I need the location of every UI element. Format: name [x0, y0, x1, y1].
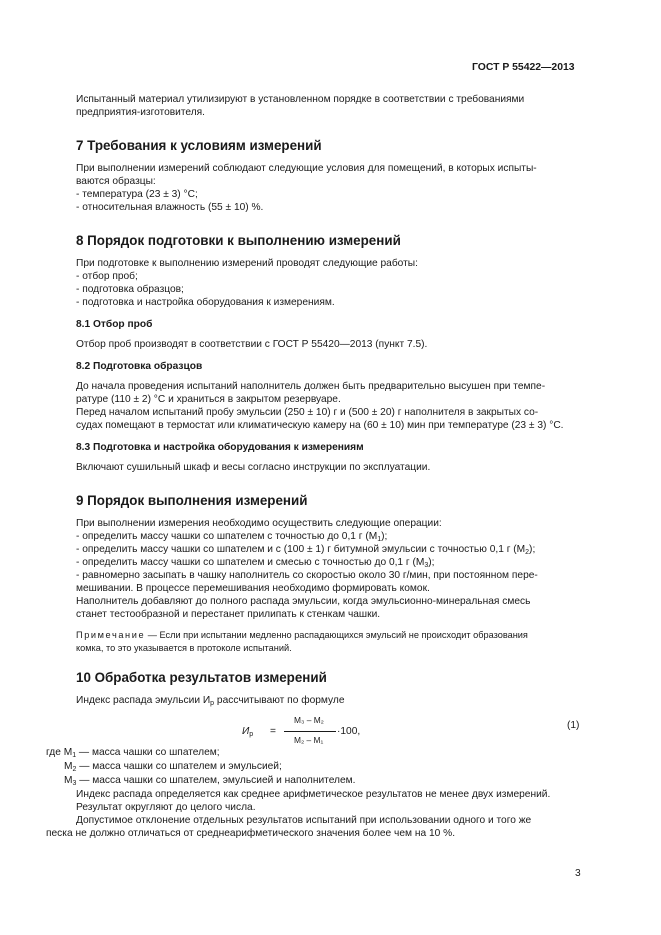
- s8-list-item-3: - подготовка и настройка оборудования к измерениям.: [76, 297, 335, 308]
- subsection-8-2-title: 8.2 Подготовка образцов: [76, 361, 203, 372]
- subsection-8-1-title: 8.1 Отбор проб: [76, 319, 153, 330]
- s8-para: При подготовке к выполнению измерений проводят следующие работы:: [76, 258, 418, 269]
- formula-lhs: $И_р$: [242, 726, 254, 738]
- s10-para-4-line-1: Допустимое отклонение отдельных результатов испытаний при использовании одного и того же: [76, 815, 532, 826]
- s8-2-para-1-line-1: До начала проведения испытаний наполнитель должен быть предварительно высушен при темпе-: [76, 381, 546, 392]
- s8-2-para-2-line-2: судах помещают в термостат или климатическую камеру на (60 ± 10) мин при температуре (23 ± 3) °С.: [76, 420, 564, 431]
- formula-factor: ·100,: [337, 726, 361, 737]
- s8-list-item-2: - подготовка образцов;: [76, 284, 184, 295]
- formula-fraction-bar: [284, 731, 336, 732]
- page-number: 3: [575, 868, 581, 879]
- subsection-8-3-title: 8.3 Подготовка и настройка оборудования к измерениям: [76, 442, 364, 453]
- section-10-title: 10 Обработка результатов измерений: [76, 670, 327, 685]
- section-7-title: 7 Требования к условиям измерений: [76, 138, 322, 153]
- formula-equals: =: [270, 726, 276, 737]
- section-9-title: 9 Порядок выполнения измерений: [76, 493, 308, 508]
- s7-list-item-1: - температура (23 ± 3) °С;: [76, 189, 198, 200]
- s8-3-text: Включают сушильный шкаф и весы согласно инструкции по эксплуатации.: [76, 462, 431, 473]
- s9-operation-2: - определить массу чашки со шпателем и с (100 ± 1) г битумной эмульсии с точностью 0,1 г $(М_2)$;: [76, 544, 536, 556]
- s10-para-3: Результат округляют до целого числа.: [76, 802, 256, 813]
- s7-para-line-1: При выполнении измерений соблюдают следующие условия для помещений, в которых испыты-: [76, 163, 537, 174]
- s8-2-para-2-line-1: Перед началом испытаний пробу эмульсии (250 ± 10) г и (500 ± 20) г наполнителя в закрытых со-: [76, 407, 539, 418]
- s9-para: При выполнении измерения необходимо осуществить следующие операции:: [76, 518, 442, 529]
- s10-para-2: Индекс распада определяется как среднее арифметическое результатов не менее двух измерений.: [76, 789, 551, 800]
- note-label: Примечание: [76, 630, 146, 640]
- s8-list-item-1: - отбор проб;: [76, 271, 138, 282]
- s9-note-line-2: комка, то это указывается в протоколе испытаний.: [76, 643, 292, 653]
- where-m1: где $М_1$ — масса чашки со шпателем;: [46, 747, 220, 759]
- formula-number: (1): [567, 720, 580, 731]
- s7-list-item-2: - относительная влажность (55 ± 10) %.: [76, 202, 264, 213]
- intro-line-1: Испытанный материал утилизируют в установленном порядке в соответствии с требованиями: [76, 94, 525, 105]
- s9-para-2-line-1: Наполнитель добавляют до полного распада эмульсии, когда эмульсионно-минеральная смесь: [76, 596, 531, 607]
- section-8-title: 8 Порядок подготовки к выполнению измерений: [76, 233, 401, 248]
- s9-operation-1: - определить массу чашки со шпателем с точностью до 0,1 г $(М_1)$;: [76, 531, 388, 543]
- s9-operation-3: - определить массу чашки со шпателем и смесью с точностью до 0,1 г $(М_3)$;: [76, 557, 435, 569]
- s8-2-para-1-line-2: ратуре (110 ± 2) °С и храниться в закрытом резервуаре.: [76, 394, 341, 405]
- s9-para-2-line-2: станет тестообразной и перестанет прилипать к стенкам чашки.: [76, 609, 381, 620]
- s10-para-1: Индекс распада эмульсии $И_р$ рассчитывают по формуле: [76, 695, 345, 707]
- formula-denominator: М₂ – М₁: [294, 735, 324, 745]
- s9-operation-4-line-2: мешивании. В процессе перемешивания необходимо формировать комок.: [76, 583, 430, 594]
- formula-numerator: М₃ – М₂: [294, 715, 324, 725]
- where-m3: $М_3$ — масса чашки со шпателем, эмульсией и наполнителем.: [64, 775, 356, 787]
- s7-para-line-2: ваются образцы:: [76, 176, 156, 187]
- s9-operation-4-line-1: - равномерно засыпать в чашку наполнитель со скоростью около 30 г/мин, при постоянном пере-: [76, 570, 538, 581]
- intro-line-2: предприятия-изготовителя.: [76, 107, 206, 118]
- s8-1-text: Отбор проб производят в соответствии с ГОСТ Р 55420—2013 (пункт 7.5).: [76, 339, 428, 350]
- where-m2: $М_2$ — масса чашки со шпателем и эмульсией;: [64, 761, 282, 773]
- s10-para-4-line-2: песка не должно отличаться от среднеарифметического значения более чем на 10 %.: [46, 828, 456, 839]
- document-code: ГОСТ Р 55422—2013: [472, 62, 575, 73]
- s9-note-line-1: Примечание — Если при испытании медленно распадающихся эмульсий не происходит образования: [76, 630, 528, 640]
